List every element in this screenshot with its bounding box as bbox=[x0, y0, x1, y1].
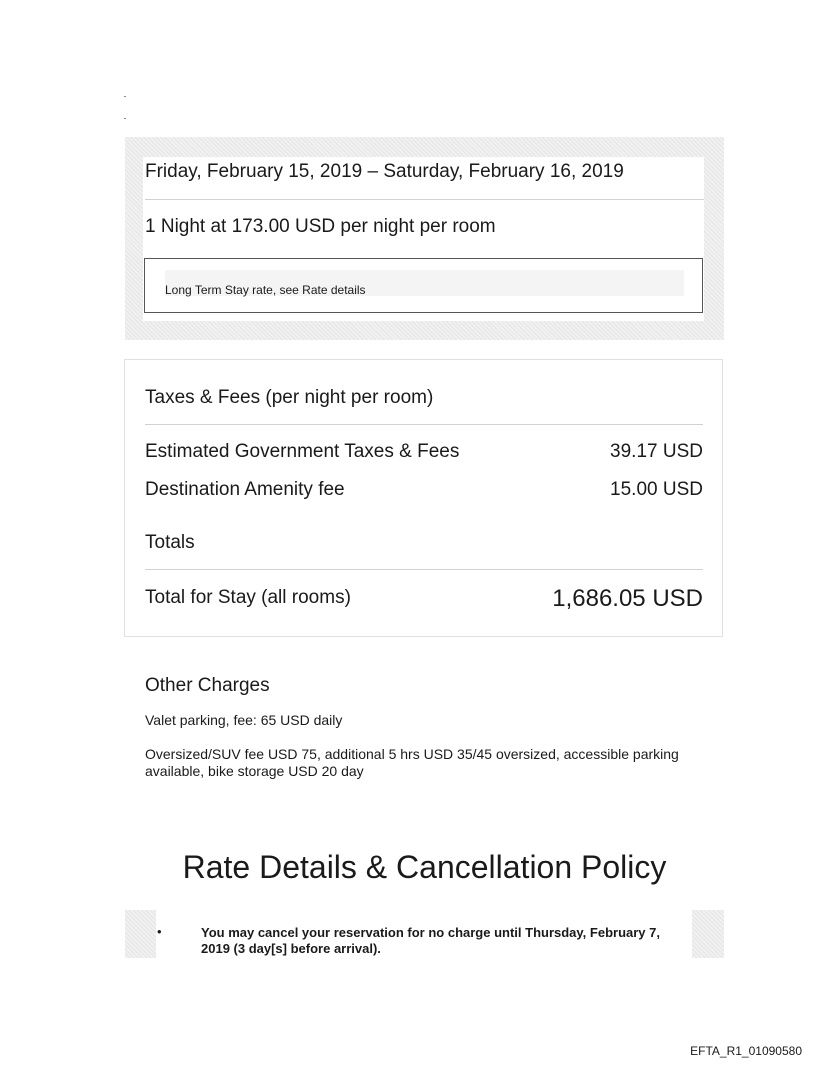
rate-note-box bbox=[144, 258, 703, 313]
divider bbox=[145, 424, 703, 425]
bullet-marker: • bbox=[157, 924, 162, 939]
other-charge-line: Valet parking, fee: 65 USD daily bbox=[145, 712, 343, 728]
cancellation-policy-text: You may cancel your reservation for no charge until Thursday, February 7, 2019 (3 day[s] before arrival). bbox=[201, 925, 660, 956]
tax-row-amount: 15.00 USD bbox=[610, 479, 703, 500]
policy-side-shade bbox=[125, 910, 156, 958]
tax-row-label: Estimated Government Taxes & Fees bbox=[145, 441, 460, 462]
divider bbox=[145, 569, 703, 570]
nightly-rate: 1 Night at 173.00 USD per night per room bbox=[145, 216, 496, 237]
total-amount: 1,686.05 USD bbox=[552, 585, 703, 612]
tax-row-label: Destination Amenity fee bbox=[145, 479, 345, 500]
document-id: EFTA_R1_01090580 bbox=[690, 1044, 802, 1058]
total-label: Total for Stay (all rooms) bbox=[145, 587, 351, 608]
scan-speck bbox=[124, 96, 126, 97]
policy-side-shade bbox=[692, 910, 724, 958]
divider bbox=[145, 199, 704, 200]
stay-dates: Friday, February 15, 2019 – Saturday, February 16, 2019 bbox=[145, 161, 624, 182]
scan-speck bbox=[124, 118, 126, 119]
rate-note: Long Term Stay rate, see Rate details bbox=[165, 283, 366, 297]
other-charges-heading: Other Charges bbox=[145, 675, 270, 696]
taxes-heading: Taxes & Fees (per night per room) bbox=[145, 387, 434, 408]
other-charge-line: Oversized/SUV fee USD 75, additional 5 hrs USD 35/45 oversized, accessible parking available, bike storage USD 20 day bbox=[145, 746, 679, 779]
tax-row-amount: 39.17 USD bbox=[610, 441, 703, 462]
policy-heading: Rate Details & Cancellation Policy bbox=[182, 849, 667, 885]
totals-heading: Totals bbox=[145, 532, 195, 553]
